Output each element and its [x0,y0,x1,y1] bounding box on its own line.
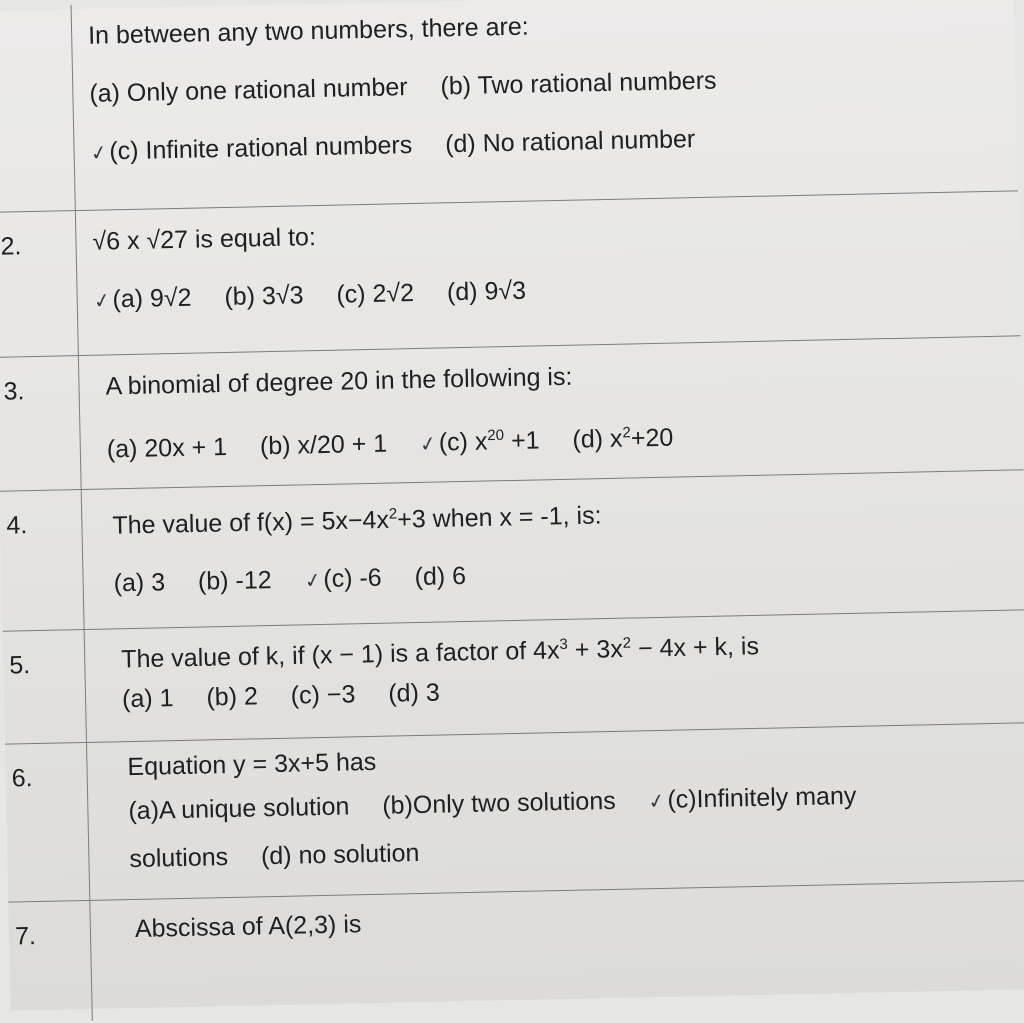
question-row-1 [0,0,1018,213]
question-row-5 [3,610,1024,744]
option-a: (a) 1 [121,684,174,714]
question-stem: A binomial of degree 20 in the following is: [105,362,573,401]
question-row-7 [8,881,1024,1022]
options-line [106,410,1023,467]
check-mark-icon: ✓ [302,569,324,594]
question-stem: √6 x √27 is equal to: [92,223,317,256]
option-b: (b) x/20 + 1 [259,429,388,461]
question-stem: Equation y = 3x+5 has [127,747,377,782]
option-a: (a) Only one rational number [89,73,408,108]
options-line [122,666,1024,715]
check-mark-icon: ✓ [91,289,113,314]
question-content [82,470,1024,629]
question-stem: In between any two numbers, there are: [87,12,529,50]
option-c-continued: solutions [129,843,229,874]
option-d: (d) 3 [388,678,441,708]
question-row-6 [5,723,1024,902]
option-c: (c) 2√2 [336,279,415,309]
question-stem: The value of $f(x) = 5x-4x^2+3$ when x = -1, is: [112,501,602,540]
option-b: (b) 2 [206,682,259,712]
option-b: (b) Two rational numbers [440,66,717,101]
option-c: ✓(c) $x^{20} +1$ [420,427,540,457]
options-line [89,59,1015,108]
option-a: (a) 20x + 1 [106,433,228,464]
option-c: ✓(c)Infinitely many [648,782,856,814]
option-c: ✓(c) -6 [304,564,382,594]
option-d: (d) no solution [260,839,420,871]
question-content [72,0,1018,210]
option-a: (a)A unique solution [128,792,350,826]
option-b: (b)Only two solutions [382,786,616,820]
question-row-2 [0,191,1021,357]
question-content [85,610,1024,742]
question-row-4 [0,470,1024,631]
option-c: (c) −3 [290,680,356,711]
options-line [90,117,1016,168]
question-content [79,336,1024,489]
check-mark-icon: ✓ [418,432,439,458]
question-number [0,5,76,212]
options-line [93,265,1019,316]
options-line [128,777,1024,828]
options-line [113,550,1024,601]
option-a: (a) 3 [113,568,166,598]
question-content [76,191,1021,355]
question-content [87,723,1024,900]
options-line [129,825,1024,874]
option-d: (d) 6 [414,562,467,592]
question-number: 4. [0,490,85,631]
option-b: (b) -12 [197,566,272,596]
option-d: (d) No rational number [444,125,696,159]
option-b: (b) 3√3 [224,281,304,311]
option-d: (d) $x^2+20$ [572,423,674,455]
option-d: (d) 9√3 [446,276,527,307]
question-number: 2. [0,211,79,357]
question-stem: Abscissa of A(2,3) is [134,910,362,943]
question-stem: The value of k, if (x − 1) is a factor of $4x^3 + 3x^2 - 4x + k$, is [120,632,760,674]
question-number: 3. [0,356,82,491]
check-mark-icon: ✓ [88,141,110,166]
option-a: (a) 9√2 [112,283,192,314]
check-mark-icon: ✓ [646,789,668,815]
question-row-3 [0,336,1023,491]
question-number: 7. [8,901,92,1023]
option-c: (c) Infinite rational numbers [109,131,413,166]
question-number: 5. [3,630,87,744]
question-number: 6. [5,743,90,902]
